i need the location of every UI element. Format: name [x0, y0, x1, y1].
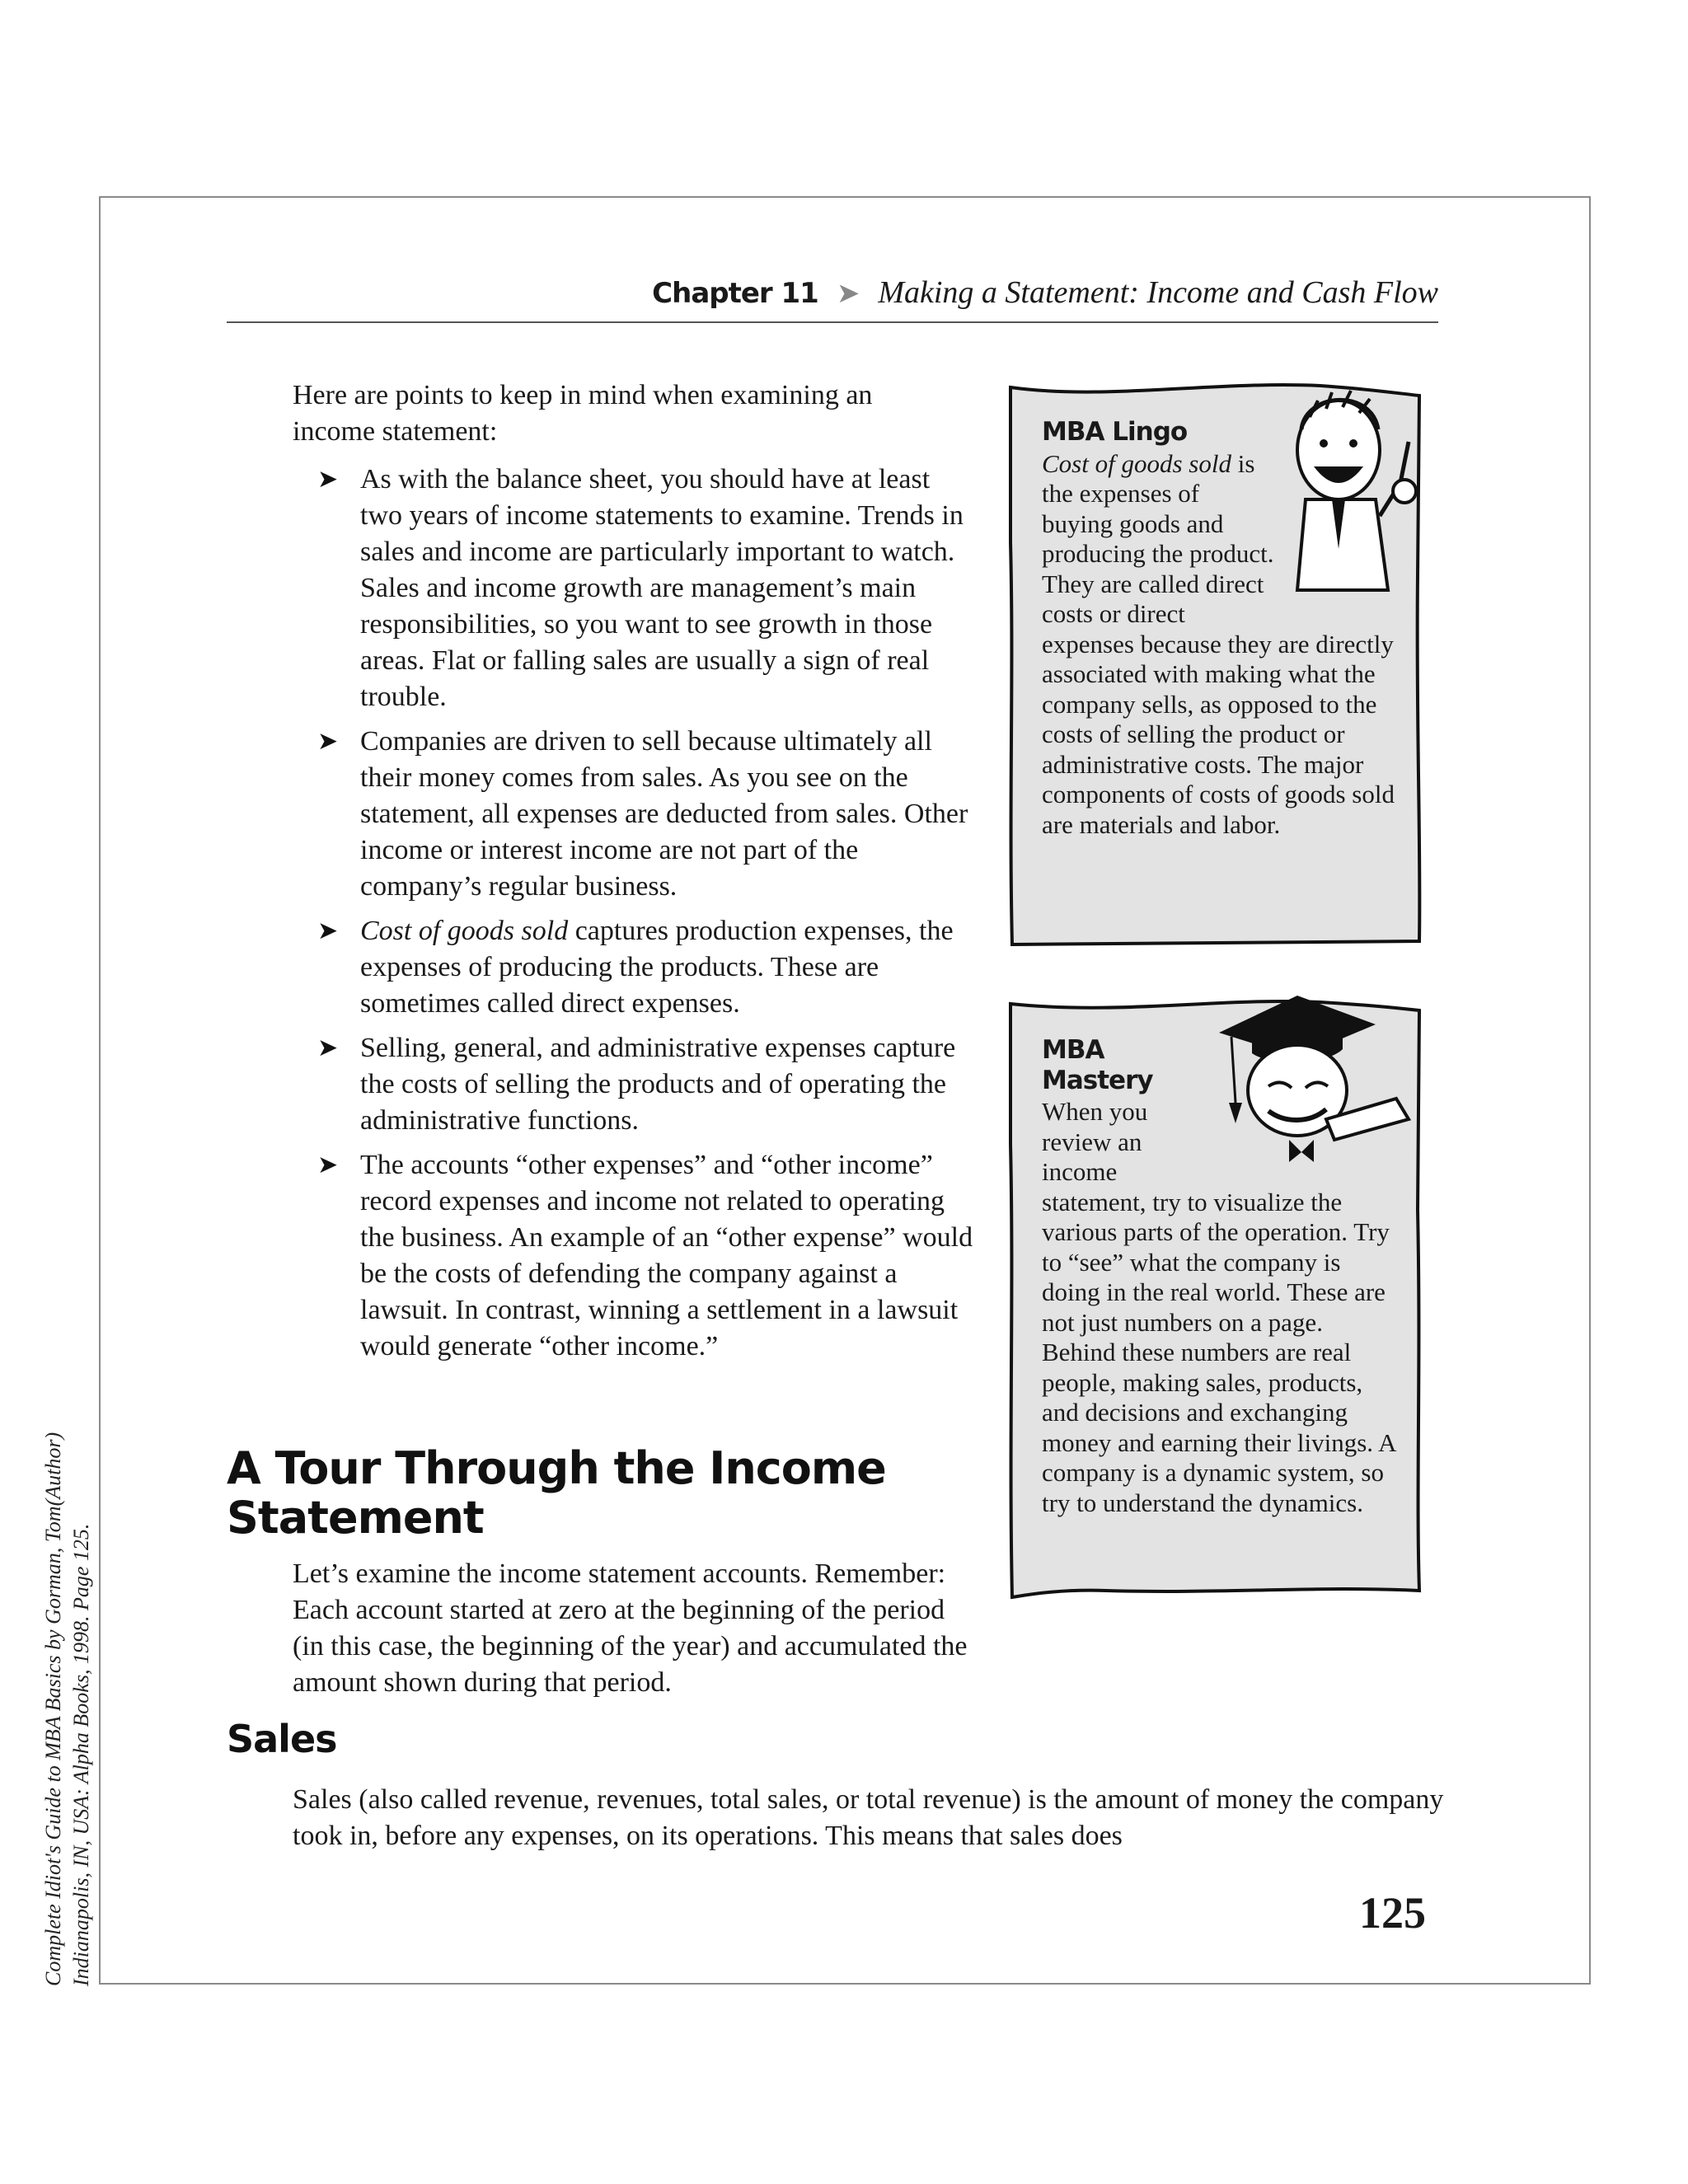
sales-paragraph: Sales (also called revenue, revenues, total sales, or total revenue) is the amount of money the company took in, before any expenses, on its operations. This means that sales does	[293, 1784, 1444, 1851]
arrowhead-icon: ➤	[317, 465, 339, 494]
arrowhead-icon: ➤	[317, 727, 339, 756]
list-item-text: Companies are driven to sell because ultimately all their money comes from sales. As you see on the statement, all expenses are deducted from sales. Other income or interest income are not part of the company’s regular business.	[360, 726, 968, 902]
section-heading-tour: A Tour Through the Income Statement	[227, 1442, 886, 1544]
list-item	[317, 724, 977, 905]
sidebar-label: MBA Mastery	[1042, 1035, 1153, 1095]
cartoon-professor-graduation-cap-icon	[1219, 987, 1417, 1165]
arrowhead-icon: ➤	[317, 916, 339, 945]
cartoon-man-pointing-icon	[1281, 384, 1417, 602]
page-number: 125	[1359, 1888, 1426, 1938]
chapter-label: Chapter 11	[652, 277, 818, 310]
intro-paragraph: Here are points to keep in mind when examining an income statement:	[293, 380, 873, 447]
list-item-term: Cost of goods sold	[360, 916, 569, 946]
side-citation	[40, 1432, 96, 1986]
list-item	[317, 462, 977, 715]
bullet-list	[317, 462, 977, 1373]
sidebar-text: When you review an income statement, try to visualize the various parts of the operation. Try to “see” what the company is doing in the real world. These are not just numbers on a page. Behind these numbers are real people, making sales, products, and decisions and exchanging money and earning their livings. A company is a dynamic system, so try to understand the dynamics.	[1042, 1097, 1395, 1517]
citation-line-2: Indianapolis, IN, USA: Alpha Books, 1998. Page 125.	[69, 1523, 93, 1986]
list-item-text: Selling, general, and administrative expenses capture the costs of selling the products and of operating the administrative functions.	[360, 1033, 956, 1136]
list-item	[317, 913, 977, 1022]
sidebar-term: Cost of goods sold	[1042, 448, 1231, 478]
sidebar-text: is the expenses of buying goods and producing the product. They are called direct costs or direct expenses because they are directly associated with making what the company sells, as opposed to the costs of selling the product or administrative costs. The major components of costs of goods sold are materials and labor.	[1042, 448, 1395, 839]
list-item-text: The accounts “other expenses” and “other income” record expenses and income not related to operating the business. An example of an “other expense” would be the costs of defending the company against a lawsuit. In contrast, winning a settlement in a lawsuit would generate “other income.”	[360, 1150, 973, 1361]
list-item-text: captures production expenses, the expenses of producing the products. These are sometimes called direct expenses.	[360, 916, 954, 1019]
sidebar-mba-lingo	[1007, 377, 1423, 946]
running-head	[227, 272, 1438, 323]
section-heading-sales: Sales	[227, 1717, 337, 1761]
list-item	[317, 1147, 977, 1365]
arrowhead-icon: ➤	[317, 1151, 339, 1179]
chapter-title: Making a Statement: Income and Cash Flow	[878, 275, 1438, 310]
citation-line-1: Complete Idiot's Guide to MBA Basics by Gorman, Tom(Author)	[41, 1432, 65, 1986]
arrowhead-icon: ➤	[317, 1033, 339, 1062]
tour-paragraph: Let’s examine the income statement accounts. Remember: Each account started at zero at the beginning of the period (in this case, the beginning of the year) and accumulated the amount shown during that period.	[293, 1558, 968, 1698]
list-item	[317, 1030, 977, 1139]
list-item-text: As with the balance sheet, you should have at least two years of income statements to examine. Trends in sales and income are particularly important to watch. Sales and income growth are management’s main responsibilities, so you want to see growth in those areas. Flat or falling sales are usually a sign of real trouble.	[360, 464, 964, 712]
arrowhead-icon: ➤	[836, 279, 860, 309]
sidebar-mba-mastery	[1007, 996, 1423, 1601]
sidebar-label: MBA Lingo	[1042, 417, 1188, 447]
